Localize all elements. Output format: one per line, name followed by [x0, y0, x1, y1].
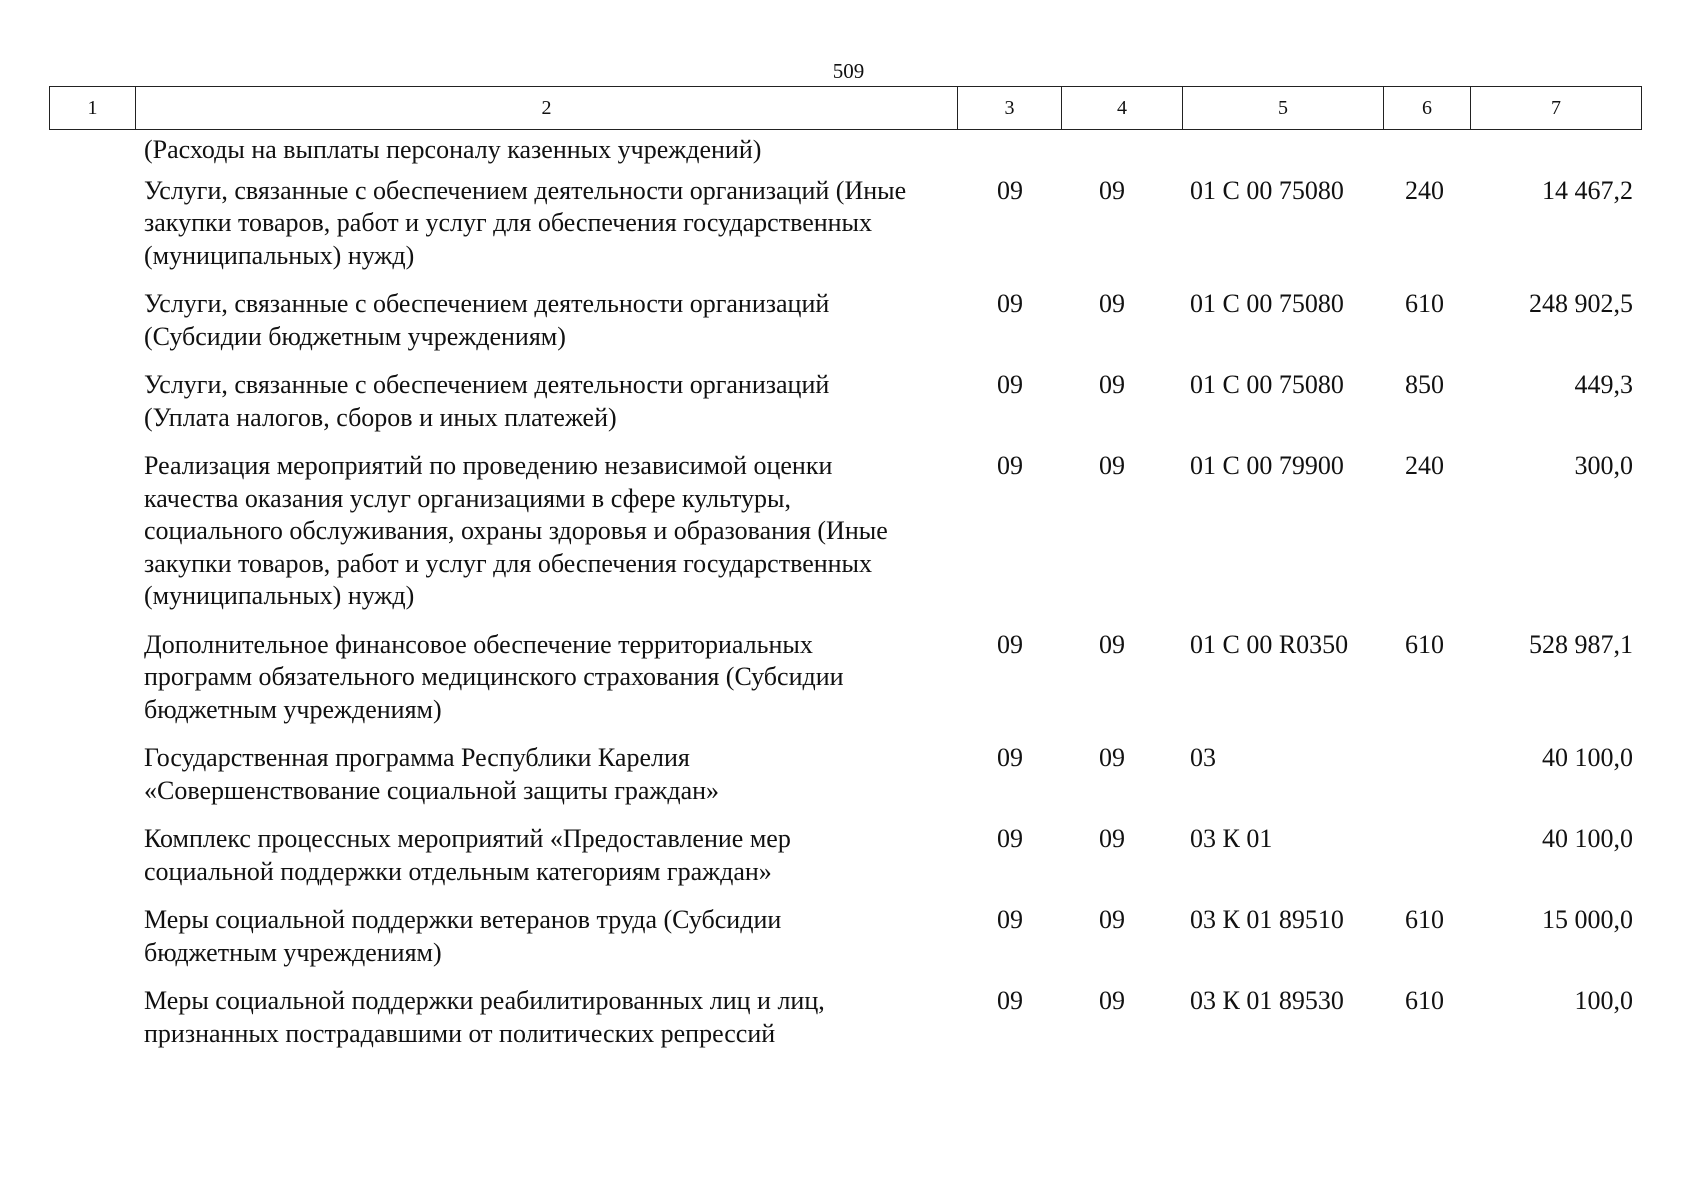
row-subsection: 09	[1099, 905, 1125, 934]
row-description: Услуги, связанные с обеспечением деятельности организаций (Уплата налогов, сборов и иных платежей)	[144, 370, 830, 432]
row-expense-type: 240	[1405, 451, 1444, 480]
row-amount: 449,3	[1574, 370, 1633, 399]
row-subsection: 09	[1099, 824, 1125, 853]
table-row	[49, 134, 1641, 175]
header-col-4: 4	[1062, 87, 1183, 130]
row-amount: 14 467,2	[1542, 175, 1633, 205]
row-description: (Расходы на выплаты персоналу казенных учреждений)	[144, 135, 762, 164]
row-amount: 100,0	[1574, 986, 1633, 1015]
row-expense-type	[1383, 742, 1470, 823]
row-target-code: 01 С 00 75080	[1190, 370, 1344, 399]
row-subsection: 09	[1099, 370, 1125, 399]
row-expense-type: 850	[1405, 370, 1444, 399]
row-section: 09	[997, 175, 1023, 205]
row-description: Государственная программа Республики Карелия «Совершенствование социальной защиты граждан»	[144, 743, 720, 805]
table-row	[49, 175, 1641, 289]
row-amount: 528 987,1	[1529, 629, 1633, 659]
row-section: 09	[997, 905, 1023, 934]
header-col-1: 1	[50, 87, 136, 130]
row-amount: 248 902,5	[1529, 289, 1633, 318]
table-row	[49, 904, 1641, 985]
row-amount: 15 000,0	[1542, 905, 1633, 934]
row-target-code: 03 К 01	[1190, 824, 1273, 853]
row-target-code: 03 К 01 89510	[1190, 905, 1344, 934]
row-description: Дополнительное финансовое обеспечение территориальных программ обязательного медицинского страхования (Субсидии бюджетным учреждениям)	[144, 629, 844, 724]
row-subsection	[1061, 134, 1182, 175]
header-col-7: 7	[1471, 87, 1642, 130]
row-target-code	[1182, 134, 1383, 175]
row-section: 09	[997, 824, 1023, 853]
row-section: 09	[997, 370, 1023, 399]
table-row	[49, 369, 1641, 450]
table-row	[49, 288, 1641, 369]
row-amount: 40 100,0	[1542, 743, 1633, 772]
budget-table	[49, 134, 1641, 1066]
row-target-code: 03 К 01 89530	[1190, 986, 1344, 1015]
row-expense-type: 610	[1405, 905, 1444, 934]
row-amount	[1470, 134, 1641, 175]
row-expense-type	[1383, 134, 1470, 175]
table-header	[49, 86, 1642, 130]
row-section: 09	[997, 629, 1023, 659]
table-row	[49, 985, 1641, 1066]
row-description: Услуги, связанные с обеспечением деятельности организаций (Субсидии бюджетным учреждениям)	[144, 289, 830, 351]
row-target-code: 03	[1190, 743, 1216, 772]
row-expense-type: 610	[1405, 289, 1444, 318]
row-target-code: 01 С 00 75080	[1190, 289, 1344, 318]
table-row	[49, 742, 1641, 823]
row-description: Услуги, связанные с обеспечением деятельности организаций (Иные закупки товаров, работ и услуг для обеспечения государственных (муниципальных) нужд)	[144, 175, 907, 270]
row-subsection: 09	[1099, 743, 1125, 772]
row-expense-type: 610	[1405, 629, 1444, 659]
row-subsection: 09	[1099, 289, 1125, 318]
page-number: 509	[832, 59, 865, 83]
row-subsection: 09	[1099, 629, 1125, 659]
row-target-code: 01 С 00 79900	[1190, 451, 1344, 480]
row-section: 09	[997, 986, 1023, 1015]
row-subsection: 09	[1099, 175, 1125, 205]
table-row	[49, 450, 1641, 629]
row-section: 09	[997, 451, 1023, 480]
row-expense-type: 610	[1405, 986, 1444, 1015]
row-amount: 40 100,0	[1542, 824, 1633, 853]
header-row	[50, 87, 1642, 130]
row-expense-type: 240	[1405, 175, 1444, 205]
header-col-6: 6	[1384, 87, 1471, 130]
row-target-code: 01 С 00 75080	[1190, 175, 1344, 205]
row-target-code: 01 С 00 R0350	[1190, 629, 1349, 659]
row-description: Меры социальной поддержки реабилитированных лиц и лиц, признанных пострадавшими от политических репрессий	[144, 986, 825, 1048]
header-col-3: 3	[958, 87, 1062, 130]
row-section	[957, 134, 1061, 175]
row-amount: 300,0	[1574, 451, 1633, 480]
row-description: Меры социальной поддержки ветеранов труда (Субсидии бюджетным учреждениям)	[144, 905, 782, 967]
table-row	[49, 823, 1641, 904]
header-col-5: 5	[1183, 87, 1384, 130]
row-description: Реализация мероприятий по проведению независимой оценки качества оказания услуг организациями в сфере культуры, социального обслуживания, охраны здоровья и образования (Иные закупки товаров, работ и услуг для обеспечения государственных (муниципальных) нужд)	[144, 451, 888, 610]
row-subsection: 09	[1099, 986, 1125, 1015]
table-row	[49, 629, 1641, 743]
row-expense-type	[1383, 823, 1470, 904]
row-section: 09	[997, 743, 1023, 772]
row-description: Комплекс процессных мероприятий «Предоставление мер социальной поддержки отдельным категориям граждан»	[144, 824, 791, 886]
row-subsection: 09	[1099, 451, 1125, 480]
header-col-2: 2	[136, 87, 958, 130]
row-section: 09	[997, 289, 1023, 318]
